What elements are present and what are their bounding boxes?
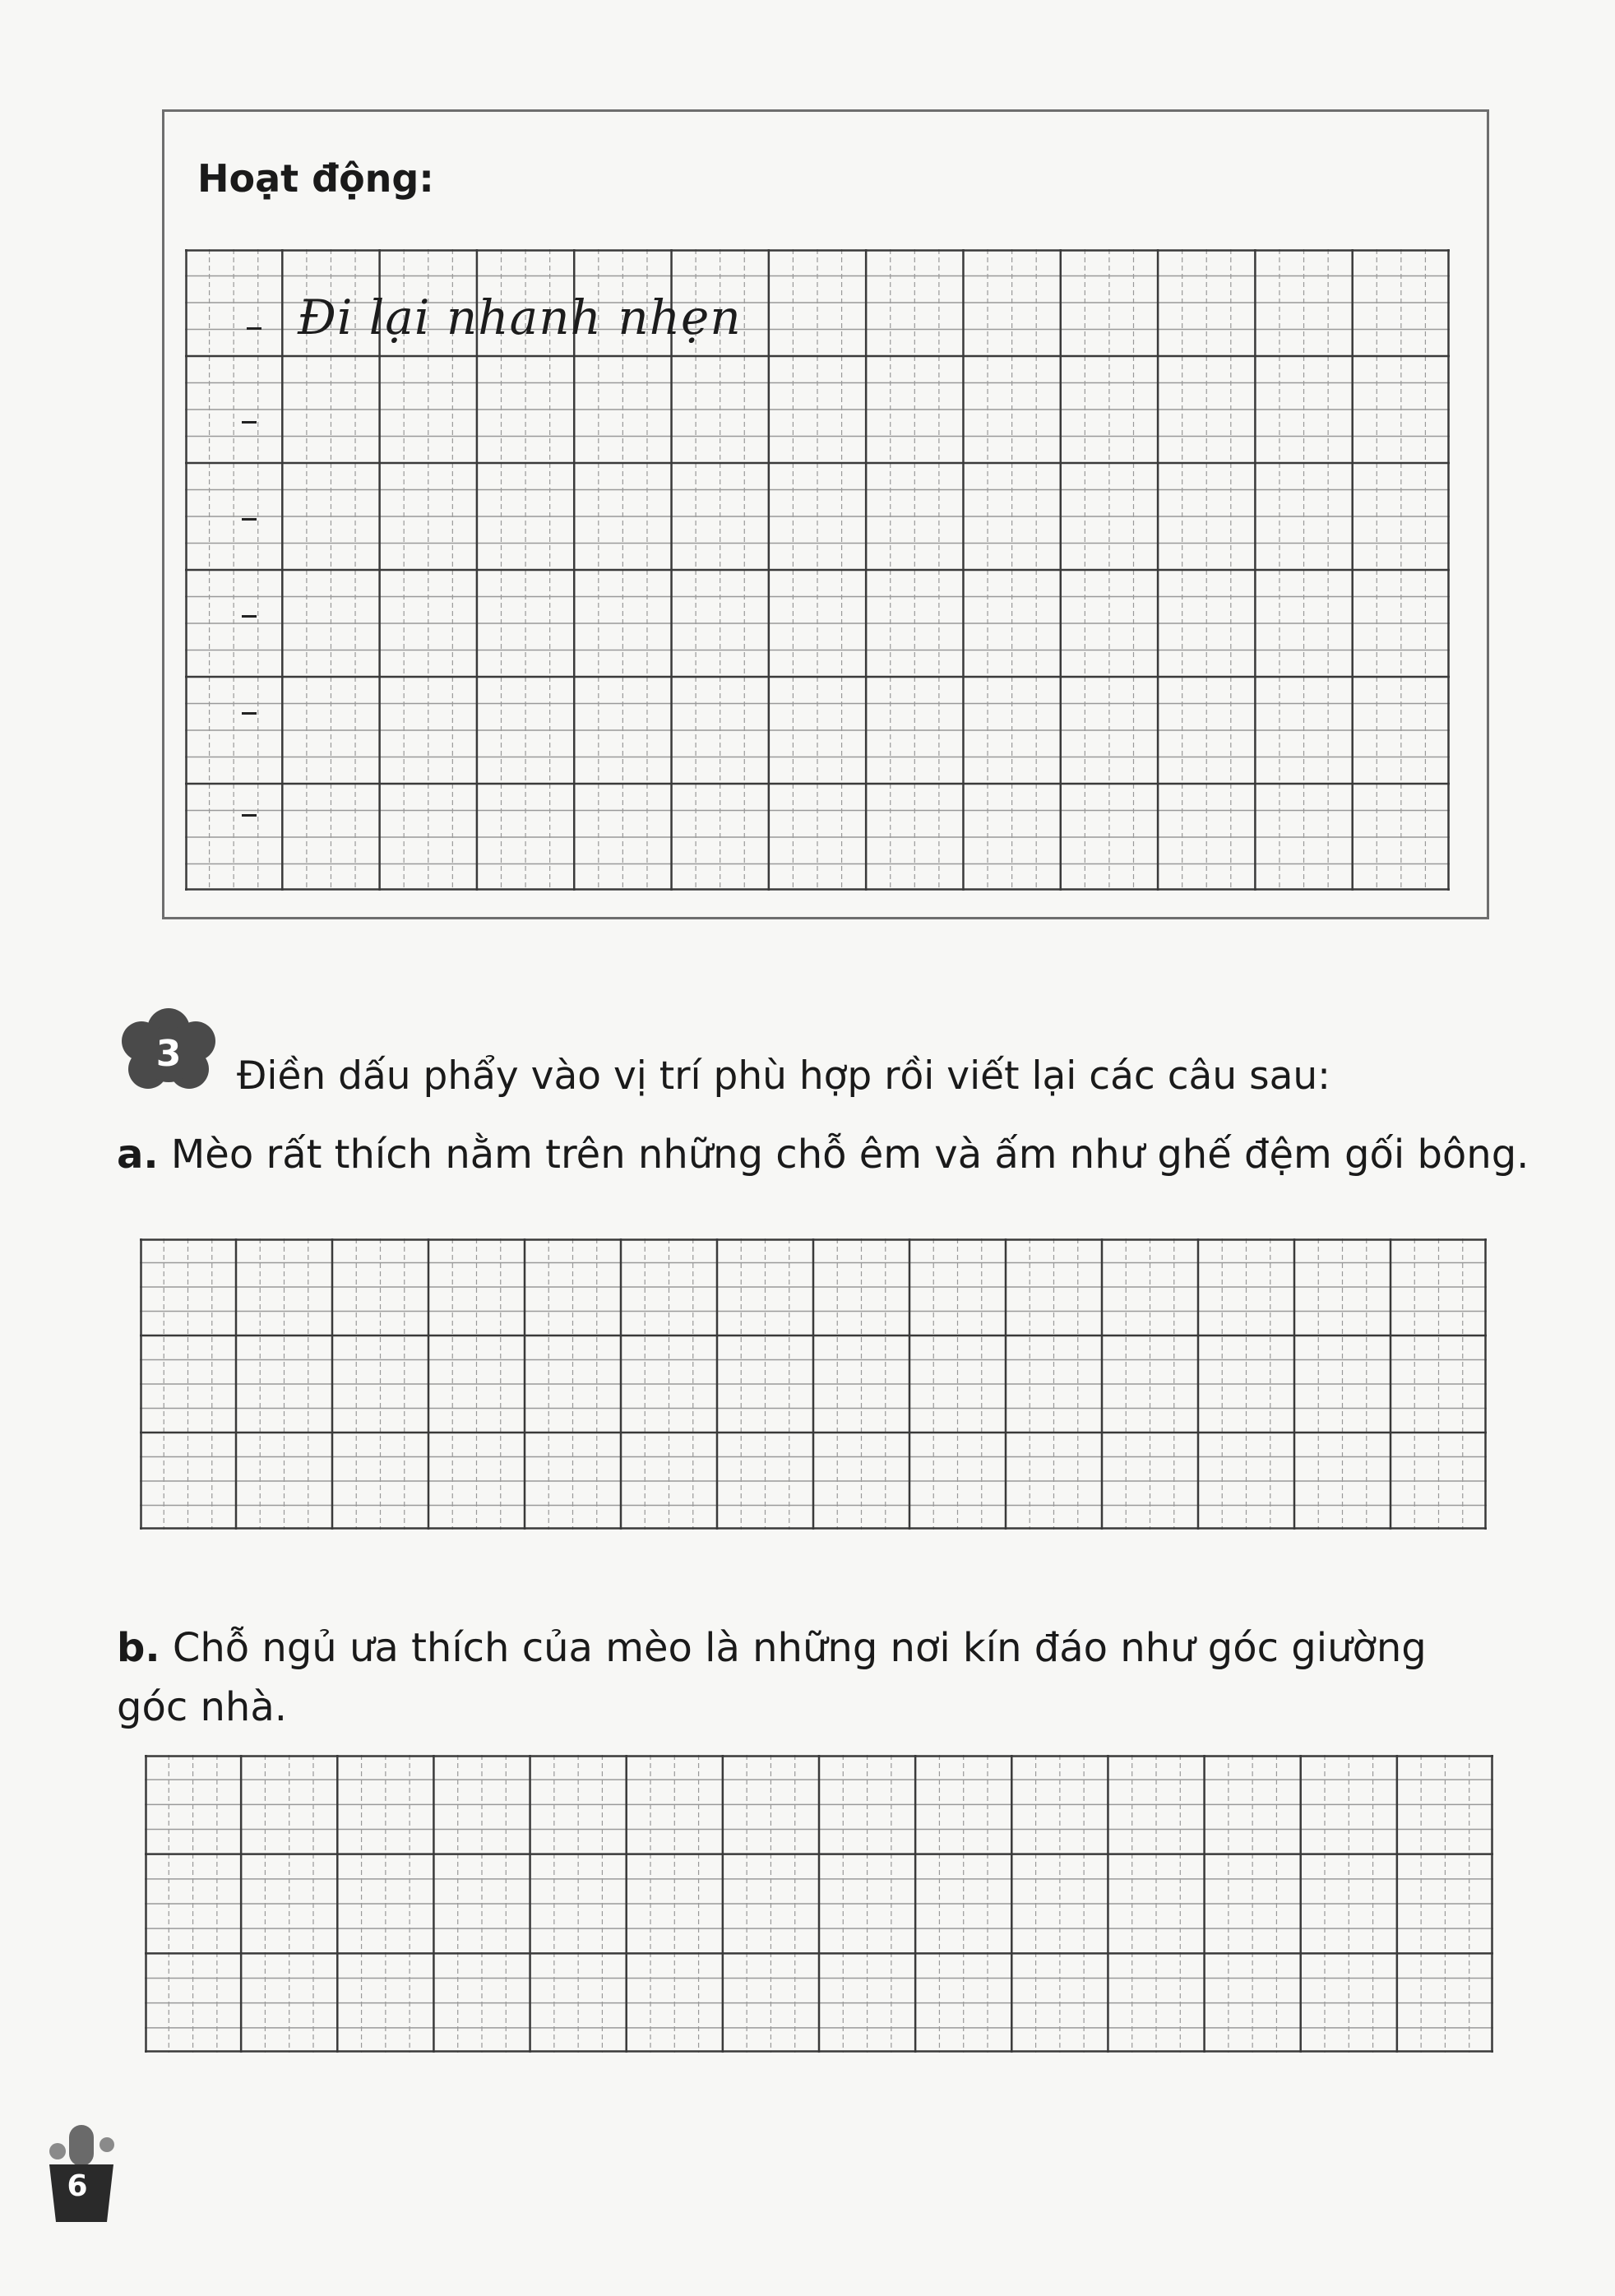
page-number: 6	[67, 2169, 88, 2203]
answer-grid-a	[140, 1238, 1487, 1530]
line-dash	[242, 518, 257, 521]
exercise-number: 3	[155, 1033, 182, 1075]
activity-writing-grid	[185, 249, 1450, 891]
question-b-line2: góc nhà.	[117, 1684, 287, 1730]
question-b	[117, 1618, 1427, 1678]
line-dash	[242, 421, 257, 424]
question-a	[117, 1125, 1529, 1184]
question-b-text: Chỗ ngủ ưa thích của mèo là những nơi kín đáo như góc giường	[160, 1625, 1427, 1671]
line-dash	[242, 814, 257, 817]
exercise-instruction: Điền dấu phẩy vào vị trí phù hợp rồi viết lại các câu sau:	[237, 1053, 1330, 1099]
question-a-letter: a.	[117, 1132, 159, 1178]
exercise-number-badge	[117, 1005, 220, 1094]
activity-title: Hoạt động:	[197, 156, 434, 201]
question-a-text: Mèo rất thích nằm trên những chỗ êm và ấm như ghế đệm gối bông.	[158, 1132, 1529, 1178]
line-dash	[242, 712, 257, 715]
line-dash	[242, 615, 257, 618]
answer-grid-b	[145, 1755, 1493, 2053]
line-dash	[247, 327, 261, 330]
question-b-letter: b.	[117, 1625, 160, 1671]
handwritten-example: Đi lại nhanh nhẹn	[298, 289, 742, 345]
